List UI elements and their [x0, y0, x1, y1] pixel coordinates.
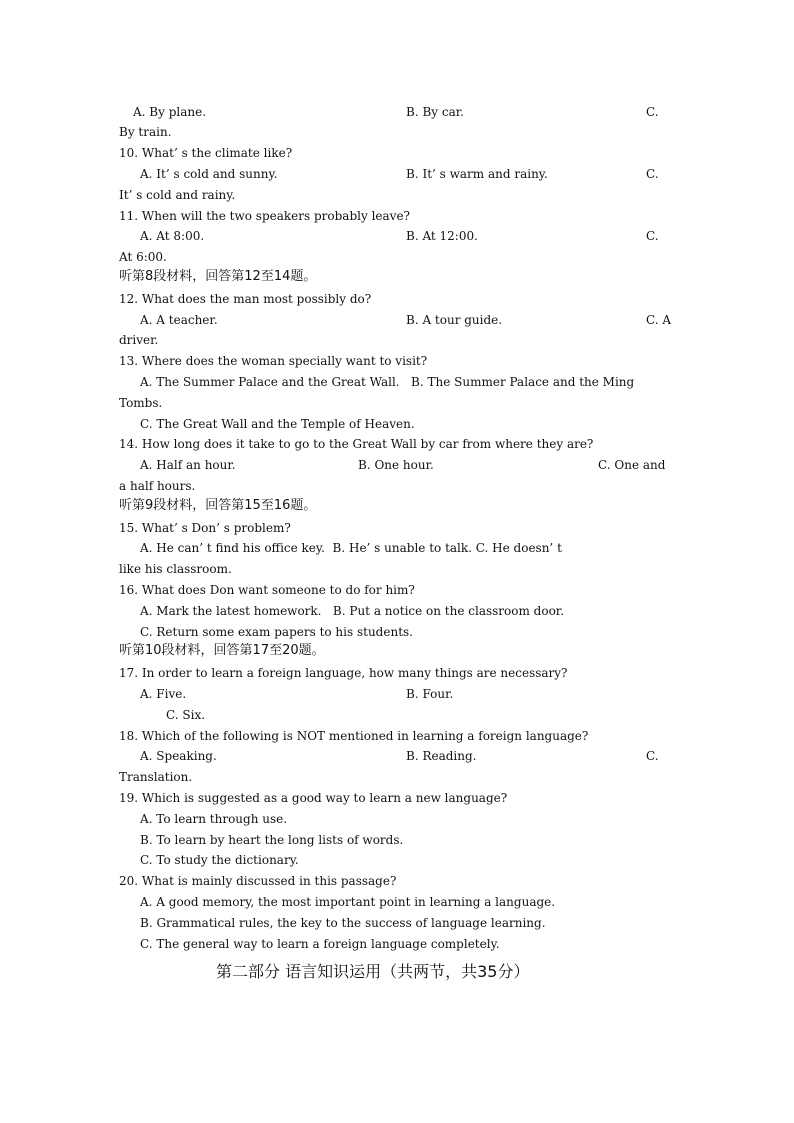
q16-options-a-b: A. Mark the latest homework. B. Put a notice on the classroom door. [140, 604, 565, 618]
q18-option-c: C. [646, 749, 659, 763]
q11-stem: 11. When will the two speakers probably leave? [119, 209, 410, 223]
q10-option-c-continued: It’ s cold and rainy. [119, 188, 236, 202]
q20-option-b: B. Grammatical rules, the key to the success of language learning. [140, 916, 546, 930]
q14-option-b: B. One hour. [358, 458, 434, 472]
q18-option-b: B. Reading. [406, 749, 477, 763]
q12-option-b: B. A tour guide. [406, 313, 503, 327]
section-heading-10: 听第10段材料，回答第17至20题。 [119, 643, 325, 658]
q18-stem: 18. Which of the following is NOT mentioned in learning a foreign language? [119, 729, 589, 743]
q11-option-a: A. At 8:00. [140, 229, 205, 243]
q14-option-c-continued: a half hours. [119, 479, 196, 493]
q17-option-b: B. Four. [406, 687, 454, 701]
q10-option-b: B. It’ s warm and rainy. [406, 167, 548, 181]
q20-stem: 20. What is mainly discussed in this passage? [119, 874, 397, 888]
q18-option-a: A. Speaking. [140, 749, 217, 763]
q9-option-c-continued: By train. [119, 125, 172, 139]
q14-option-c: C. One and [598, 458, 666, 472]
q9-option-b: B. By car. [406, 105, 464, 119]
q20-option-c: C. The general way to learn a foreign language completely. [140, 937, 500, 951]
q16-stem: 16. What does Don want someone to do for him? [119, 583, 415, 597]
q11-option-c-continued: At 6:00. [119, 250, 167, 264]
q9-option-a: A. By plane. [133, 105, 207, 119]
q13-stem: 13. Where does the woman specially want to visit? [119, 354, 428, 368]
q17-option-a: A. Five. [140, 687, 187, 701]
section-heading-8: 听第8段材料，回答第12至14题。 [119, 269, 317, 284]
q16-option-c: C. Return some exam papers to his students. [140, 625, 413, 639]
q14-stem: 14. How long does it take to go to the Great Wall by car from where they are? [119, 437, 594, 451]
q12-stem: 12. What does the man most possibly do? [119, 292, 372, 306]
q17-option-c: C. Six. [166, 708, 206, 722]
q13-option-c: C. The Great Wall and the Temple of Heaven. [140, 417, 415, 431]
q19-option-b: B. To learn by heart the long lists of words. [140, 833, 404, 847]
q19-option-a: A. To learn through use. [140, 812, 288, 826]
q10-option-c: C. [646, 167, 659, 181]
section-heading-9: 听第9段材料，回答第15至16题。 [119, 498, 317, 513]
q9-option-c: C. [646, 105, 659, 119]
q11-option-c: C. [646, 229, 659, 243]
q10-option-a: A. It’ s cold and sunny. [140, 167, 278, 181]
q20-option-a: A. A good memory, the most important point in learning a language. [140, 895, 556, 909]
q12-option-c: C. A [646, 313, 672, 327]
q12-option-c-continued: driver. [119, 333, 159, 347]
q15-option-c-continued: like his classroom. [119, 562, 232, 576]
q17-stem: 17. In order to learn a foreign language, how many things are necessary? [119, 666, 568, 680]
q19-stem: 19. Which is suggested as a good way to learn a new language? [119, 791, 508, 805]
q12-option-a: A. A teacher. [140, 313, 218, 327]
q14-option-a: A. Half an hour. [140, 458, 236, 472]
q15-options-a-b-c: A. He can’ t find his office key. B. He’ s unable to talk. C. He doesn’ t [140, 541, 562, 555]
q19-option-c: C. To study the dictionary. [140, 853, 299, 867]
q11-option-b: B. At 12:00. [406, 229, 478, 243]
part-two-title: 第二部分 语言知识运用（共两节，共35分） [216, 962, 530, 981]
q10-stem: 10. What’ s the climate like? [119, 146, 293, 160]
q13-option-b-continued: Tombs. [119, 396, 163, 410]
q18-option-c-continued: Translation. [119, 770, 193, 784]
q15-stem: 15. What’ s Don’ s problem? [119, 521, 291, 535]
q13-options-a-b: A. The Summer Palace and the Great Wall. B. The Summer Palace and the Ming [140, 375, 635, 389]
